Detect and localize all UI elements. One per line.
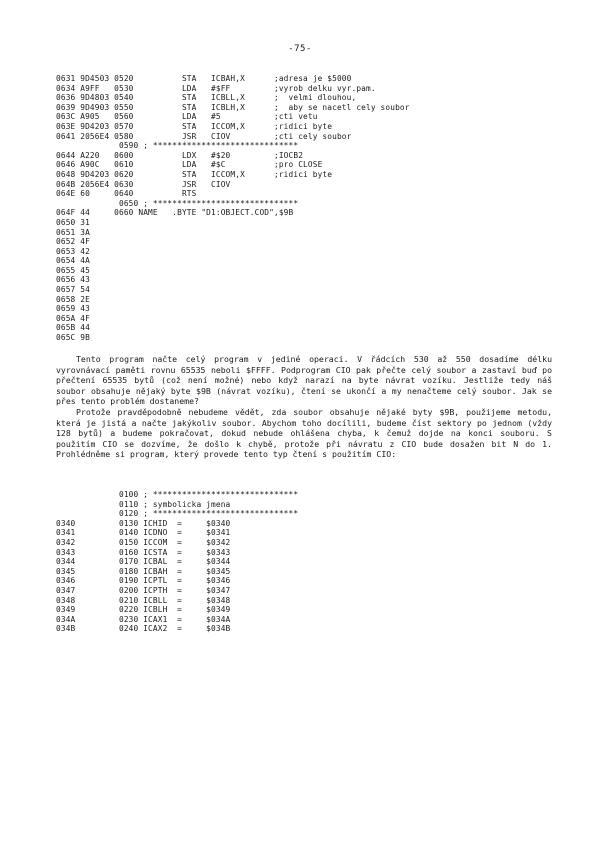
code-line: 0110 ; symbolicka jmena [56,499,231,509]
code-line: 0653 42 [56,246,90,256]
code-line: 0655 45 [56,265,90,275]
code-line: 0651 3A [56,227,90,237]
code-line: 0656 43 [56,275,90,285]
code-line: 0349 0220 ICBLH = $0349 [56,605,231,615]
code-line: 0590 ; ****************************** [56,141,299,151]
assembly-listing-2 [56,490,298,634]
code-line: 0657 54 [56,285,90,295]
code-line: 0650 ; ****************************** [56,198,299,208]
code-line: 063E 9D4203 0570 STA ICCOM,X ;ridici byte [56,121,333,131]
code-line: 0634 A9FF 0530 LDA #$FF ;vyrob delku vyr.pam. [56,83,376,93]
code-line: 0648 9D4203 0620 STA ICCOM,X ;ridici byte [56,169,333,179]
code-line: 0636 9D4803 0540 STA ICBLL,X ; velmi dlouhou, [56,93,357,103]
code-line: 0654 4A [56,256,90,266]
code-line: 0652 4F [56,237,90,247]
code-line: 0658 2E [56,294,90,304]
code-line: 0646 A90C 0610 LDA #$C ;pro CLOSE [56,160,323,170]
page-number: -75- [288,44,312,54]
code-line: 0343 0160 ICSTA = $0343 [56,547,231,557]
code-line: 0342 0150 ICCOM = $0342 [56,537,231,547]
code-line: 065B 44 [56,323,90,333]
code-line: 0100 ; ****************************** [56,490,299,499]
code-line: 0631 9D4503 0520 STA ICBAH,X ;adresa je $5000 [56,74,352,83]
code-line: 0659 43 [56,304,90,314]
code-line: 0346 0190 ICPTL = $0346 [56,576,231,586]
paragraph-1: Tento program načte celý program v jediné operaci. V řádcích 530 až 550 dosadíme délku vyrovnávací paměti rovnu 65535 neboli $FFFF. Podprogram CIO pak přečte celý soubor a zastaví buď po přečtení 65535 bytů (což není možné) nebo když narazí na byte návrat vozíku. Jestliže tedy náš soubor obsahuje nějaký byte $9B (návrat vozíku), čtení se ukončí a my nenačteme celý soubor. Jak se přes tento problém dostaneme? [56,354,552,407]
assembly-listing-1 [56,74,410,343]
code-line: 064B 2056E4 0630 JSR CIOV [56,179,231,189]
code-line: 064E 60 0640 RTS [56,189,197,199]
code-line: 0344 0170 ICBAL = $0344 [56,557,231,567]
code-line: 0340 0130 ICHID = $0340 [56,518,231,528]
code-line: 0639 9D4903 0550 STA ICBLH,X ; aby se nacetl cely soubor [56,102,410,112]
code-line: 0641 2056E4 0580 JSR CIOV ;cti cely soubor [56,131,352,141]
code-line: 034B 0240 ICAX2 = $034B [56,624,231,634]
code-line: 0348 0210 ICBLL = $0348 [56,595,231,605]
body-text [56,354,552,460]
code-line: 063C A905 0560 LDA #5 ;cti vetu [56,112,318,122]
code-line: 064F 44 0660 NAME .BYTE "D1:OBJECT.COD",$9B [56,208,294,218]
code-line: 0644 A220 0600 LDX #$20 ;IOCB2 [56,150,304,160]
code-line: 065C 9B [56,333,90,343]
code-line: 0347 0200 ICPTH = $0347 [56,585,231,595]
code-line: 0341 0140 ICDNO = $0341 [56,528,231,538]
code-line: 034A 0230 ICAX1 = $034A [56,614,231,624]
code-line: 0345 0180 ICBAH = $0345 [56,566,231,576]
code-line: 065A 4F [56,313,90,323]
paragraph-2: Protože pravděpodobně nebudeme vědět, zda soubor obsahuje nějaké byty $9B, použijeme metodu, která je jistá a načte jakýkoliv soubor. Abychom toho docílili, budeme číst sektory po jednom (vždy 128 bytů) a budeme pokračovat, dokud nebude ohlášena chyba, k čemuž dojde na konci souboru. S použitím CIO se dozvíme, že došlo k chybě, protože při návratu z CIO bude dosažen bit N do 1. Prohlédněme si program, který provede tento typ čtení s použitím CIO: [56,406,552,460]
code-line: 0650 31 [56,217,90,227]
code-line: 0120 ; ****************************** [56,509,299,519]
